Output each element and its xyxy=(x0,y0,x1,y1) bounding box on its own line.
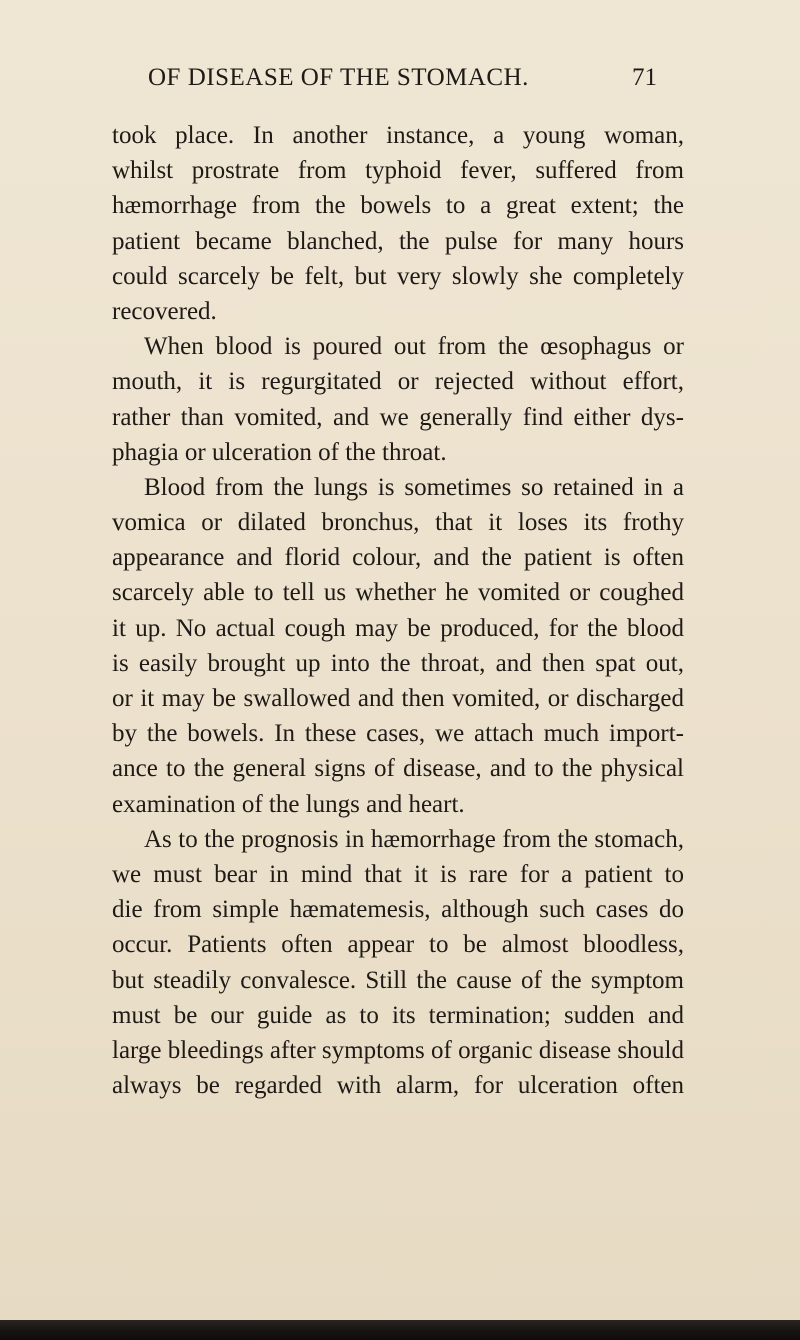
text-line: large bleedings after symptoms of organic disease should xyxy=(112,1036,684,1064)
text-line: hæmorrhage from the bowels to a great extent; the xyxy=(112,192,684,220)
text-line: scarcely able to tell us whether he vomited or coughed xyxy=(112,579,684,607)
text-line: took place. In another instance, a young woman, xyxy=(112,122,684,149)
text-line: by the bowels. In these cases, we attach much import- xyxy=(112,720,684,748)
text-line: recovered. xyxy=(112,297,217,325)
scan-edge-band xyxy=(0,1320,800,1340)
text-line: mouth, it is regurgitated or rejected without effort, xyxy=(112,368,684,396)
running-head xyxy=(0,64,800,104)
text-line: phagia or ulceration of the throat. xyxy=(112,438,447,466)
text-line: patient became blanched, the pulse for many hours xyxy=(112,227,684,255)
text-line: it up. No actual cough may be produced, for the blood xyxy=(112,614,684,642)
text-line: is easily brought up into the throat, and then spat out, xyxy=(112,649,684,677)
text-line: vomica or dilated bronchus, that it loses its frothy xyxy=(112,509,684,537)
text-line: always be regarded with alarm, for ulceration often xyxy=(112,1072,684,1100)
text-line: Blood from the lungs is sometimes so retained in a xyxy=(144,473,684,501)
text-line: die from simple hæmatemesis, although such cases do xyxy=(112,896,684,924)
text-line: we must bear in mind that it is rare for a patient to xyxy=(112,860,684,888)
text-line: occur. Patients often appear to be almost bloodless, xyxy=(112,931,684,959)
text-line: When blood is poured out from the œsophagus or xyxy=(144,333,684,361)
body-text xyxy=(112,118,684,1103)
text-line: whilst prostrate from typhoid fever, suffered from xyxy=(112,157,684,185)
text-line: appearance and florid colour, and the patient is often xyxy=(112,544,684,572)
text-line: could scarcely be felt, but very slowly she completely xyxy=(112,262,684,290)
running-title: OF DISEASE OF THE STOMACH. xyxy=(148,64,529,91)
page-number: 71 xyxy=(632,64,657,91)
text-line: ance to the general signs of disease, and to the physical xyxy=(112,755,684,783)
text-line: but steadily convalesce. Still the cause of the symptom xyxy=(112,966,684,994)
text-line: rather than vomited, and we generally find either dys- xyxy=(112,403,684,431)
text-line: must be our guide as to its termination; sudden and xyxy=(112,1001,684,1029)
text-line: examination of the lungs and heart. xyxy=(112,790,465,818)
text-line: or it may be swallowed and then vomited, or discharged xyxy=(112,685,684,712)
text-line: As to the prognosis in hæmorrhage from the stomach, xyxy=(144,825,684,853)
